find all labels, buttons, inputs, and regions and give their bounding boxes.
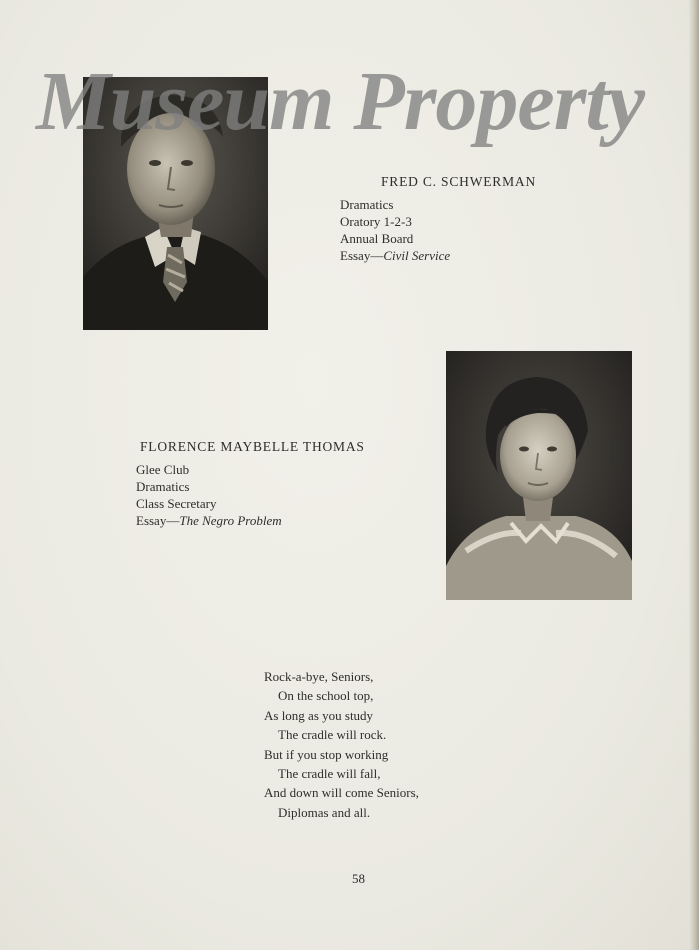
essay-title-fred: Civil Service <box>383 248 451 263</box>
poem-line: But if you stop working <box>264 746 389 762</box>
essay-prefix-florence: Essay— <box>136 513 180 528</box>
poem-line: On the school top, <box>278 688 374 704</box>
poem-line: Rock-a-bye, Seniors, <box>264 669 374 684</box>
activity-fred-2: Oratory 1-2-3 <box>340 214 412 229</box>
entry-fred-schwerman <box>340 173 536 264</box>
student-name-fred: FRED C. SCHWERMAN <box>381 174 536 189</box>
poem-line: Diplomas and all. <box>278 804 371 820</box>
activity-florence-2: Dramatics <box>136 479 190 494</box>
activity-florence-3: Class Secretary <box>136 496 217 511</box>
activity-fred-1: Dramatics <box>340 197 394 212</box>
essay-fred <box>340 247 536 264</box>
poem-line: As long as you study <box>264 707 374 723</box>
activity-florence-1: Glee Club <box>136 462 190 477</box>
portrait-photo-florence <box>446 351 632 600</box>
page-number: 58 <box>352 871 365 886</box>
essay-florence <box>136 512 365 529</box>
essay-prefix-fred: Essay— <box>340 248 384 263</box>
page-edge-shadow <box>689 0 699 950</box>
portrait-photo-florence-image <box>446 351 632 600</box>
poem-line: And down will come Seniors, <box>264 785 419 801</box>
poem-line: The cradle will rock. <box>278 727 387 743</box>
student-name-florence: FLORENCE MAYBELLE THOMAS <box>140 439 365 454</box>
essay-title-florence: The Negro Problem <box>179 513 282 528</box>
poem-line: The cradle will fall, <box>278 766 381 782</box>
activity-fred-3: Annual Board <box>340 231 414 246</box>
museum-property-watermark: Museum Property <box>36 55 645 148</box>
senior-poem <box>264 667 419 822</box>
entry-florence-thomas <box>136 438 365 529</box>
